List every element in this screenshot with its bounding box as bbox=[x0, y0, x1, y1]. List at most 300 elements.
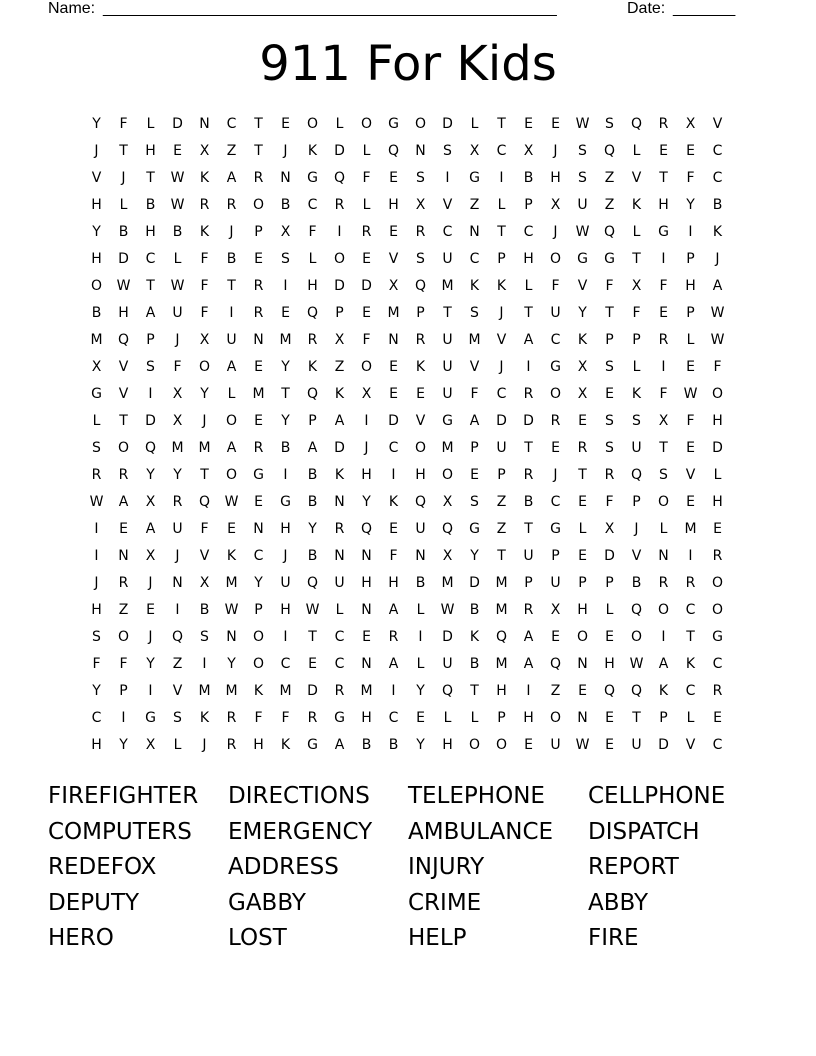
grid-letter: X bbox=[145, 737, 156, 753]
grid-letter: X bbox=[145, 548, 156, 564]
grid-letter: S bbox=[416, 251, 425, 267]
grid-letter: L bbox=[92, 413, 101, 429]
grid-letter: T bbox=[146, 170, 155, 186]
grid-letter: C bbox=[388, 440, 399, 456]
grid-letter: F bbox=[659, 386, 668, 402]
grid-letter: J bbox=[202, 737, 207, 753]
grid-letter: R bbox=[307, 332, 318, 348]
grid-letter: C bbox=[145, 251, 156, 267]
grid-letter: B bbox=[469, 656, 480, 672]
grid-letter: N bbox=[361, 656, 372, 672]
grid-letter: C bbox=[334, 656, 345, 672]
grid-letter: M bbox=[225, 683, 238, 699]
grid-letter: Q bbox=[144, 440, 157, 456]
grid-letter: A bbox=[307, 440, 318, 456]
grid-letter: E bbox=[605, 629, 614, 645]
grid-letter: Y bbox=[281, 359, 290, 375]
grid-letter: G bbox=[604, 251, 615, 267]
grid-letter: V bbox=[118, 359, 129, 375]
word-list-item: DEPUTY bbox=[48, 889, 140, 916]
grid-row bbox=[83, 570, 731, 597]
grid-row bbox=[83, 462, 731, 489]
grid-letter: X bbox=[658, 413, 669, 429]
grid-letter: J bbox=[94, 575, 99, 591]
word-list-item: ABBY bbox=[588, 889, 649, 916]
grid-letter: E bbox=[524, 737, 533, 753]
grid-letter: E bbox=[578, 683, 587, 699]
grid-letter: R bbox=[604, 467, 615, 483]
grid-letter: F bbox=[119, 116, 128, 132]
grid-letter: X bbox=[361, 386, 372, 402]
grid-letter: U bbox=[226, 332, 237, 348]
grid-letter: O bbox=[117, 629, 130, 645]
grid-letter: B bbox=[415, 575, 426, 591]
grid-letter: L bbox=[470, 116, 479, 132]
grid-letter: Z bbox=[118, 602, 129, 618]
grid-letter: M bbox=[468, 332, 481, 348]
grid-letter: K bbox=[469, 278, 480, 294]
grid-letter: M bbox=[360, 683, 373, 699]
grid-letter: Q bbox=[306, 575, 319, 591]
grid-letter: X bbox=[523, 143, 534, 159]
grid-letter: B bbox=[226, 251, 237, 267]
grid-letter: P bbox=[551, 548, 560, 564]
grid-letter: I bbox=[121, 710, 126, 726]
grid-letter: N bbox=[172, 575, 183, 591]
word-list-item: DIRECTIONS bbox=[228, 783, 370, 809]
grid-letter: V bbox=[496, 332, 507, 348]
grid-letter: O bbox=[414, 116, 427, 132]
grid-letter: E bbox=[173, 143, 182, 159]
grid-letter: V bbox=[631, 548, 642, 564]
grid-letter: V bbox=[712, 116, 723, 132]
grid-letter: S bbox=[443, 143, 452, 159]
grid-letter: F bbox=[632, 305, 641, 321]
grid-letter: T bbox=[497, 116, 506, 132]
grid-letter: M bbox=[684, 521, 697, 537]
grid-letter: R bbox=[91, 467, 102, 483]
grid-letter: Q bbox=[414, 494, 427, 510]
grid-letter: T bbox=[659, 170, 668, 186]
grid-letter: F bbox=[281, 710, 290, 726]
grid-letter: W bbox=[683, 386, 698, 402]
grid-letter: O bbox=[441, 467, 454, 483]
grid-letter: O bbox=[711, 575, 724, 591]
grid-letter: Q bbox=[306, 386, 319, 402]
grid-letter: S bbox=[416, 170, 425, 186]
grid-letter: A bbox=[118, 494, 129, 510]
grid-letter: P bbox=[335, 305, 344, 321]
grid-letter: X bbox=[550, 197, 561, 213]
grid-letter: B bbox=[469, 602, 480, 618]
grid-letter: C bbox=[280, 656, 291, 672]
grid-letter: E bbox=[470, 467, 479, 483]
grid-letter: N bbox=[388, 332, 399, 348]
grid-letter: M bbox=[225, 575, 238, 591]
grid-letter: T bbox=[632, 251, 641, 267]
grid-letter: I bbox=[661, 359, 666, 375]
grid-letter: B bbox=[523, 170, 534, 186]
grid-letter: B bbox=[361, 737, 372, 753]
grid-letter: I bbox=[148, 386, 153, 402]
word-list-item: FIREFIGHTER bbox=[48, 783, 199, 809]
grid-letter: E bbox=[551, 629, 560, 645]
grid-letter: Z bbox=[550, 683, 561, 699]
grid-letter: J bbox=[553, 143, 558, 159]
grid-letter: U bbox=[415, 521, 426, 537]
grid-letter: S bbox=[173, 710, 182, 726]
grid-letter: K bbox=[334, 467, 345, 483]
grid-letter: G bbox=[307, 170, 318, 186]
grid-letter: D bbox=[604, 548, 615, 564]
grid-letter: T bbox=[524, 305, 533, 321]
grid-letter: H bbox=[496, 683, 507, 699]
grid-letter: A bbox=[523, 629, 534, 645]
grid-letter: T bbox=[605, 305, 614, 321]
grid-letter: P bbox=[578, 575, 587, 591]
grid-letter: H bbox=[388, 197, 399, 213]
grid-letter: L bbox=[659, 521, 668, 537]
grid-letter: Q bbox=[603, 683, 616, 699]
grid-letter: M bbox=[198, 683, 211, 699]
grid-letter: Y bbox=[686, 197, 695, 213]
grid-letter: K bbox=[307, 359, 318, 375]
grid-letter: H bbox=[91, 251, 102, 267]
grid-letter: U bbox=[442, 251, 453, 267]
grid-letter: Z bbox=[334, 359, 345, 375]
grid-letter: B bbox=[118, 224, 129, 240]
grid-letter: F bbox=[470, 386, 479, 402]
grid-letter: N bbox=[253, 521, 264, 537]
grid-letter: X bbox=[172, 386, 183, 402]
word-list-item: INJURY bbox=[408, 854, 485, 880]
grid-letter: W bbox=[89, 494, 104, 510]
grid-letter: H bbox=[658, 197, 669, 213]
grid-letter: F bbox=[686, 413, 695, 429]
word-list bbox=[48, 779, 768, 957]
grid-letter: W bbox=[224, 602, 239, 618]
grid-letter: Y bbox=[173, 467, 182, 483]
grid-letter: H bbox=[361, 710, 372, 726]
grid-letter: Z bbox=[496, 521, 507, 537]
grid-letter: O bbox=[549, 710, 562, 726]
grid-letter: G bbox=[469, 521, 480, 537]
grid-letter: E bbox=[659, 143, 668, 159]
grid-letter: H bbox=[712, 494, 723, 510]
grid-letter: Z bbox=[226, 143, 237, 159]
grid-letter: V bbox=[685, 737, 696, 753]
grid-letter: K bbox=[712, 224, 723, 240]
grid-letter: H bbox=[604, 656, 615, 672]
grid-letter: W bbox=[575, 737, 590, 753]
grid-letter: H bbox=[523, 251, 534, 267]
grid-letter: C bbox=[253, 548, 264, 564]
grid-letter: K bbox=[199, 224, 210, 240]
grid-letter: F bbox=[362, 170, 371, 186]
grid-letter: P bbox=[119, 683, 128, 699]
grid-letter: E bbox=[254, 359, 263, 375]
grid-letter: R bbox=[712, 683, 723, 699]
grid-letter: E bbox=[416, 710, 425, 726]
grid-letter: A bbox=[523, 332, 534, 348]
grid-letter: L bbox=[686, 332, 695, 348]
grid-letter: E bbox=[686, 440, 695, 456]
grid-letter: F bbox=[92, 656, 101, 672]
grid-letter: O bbox=[495, 737, 508, 753]
grid-letter: W bbox=[575, 116, 590, 132]
grid-letter: V bbox=[685, 467, 696, 483]
grid-letter: E bbox=[578, 548, 587, 564]
grid-letter: Y bbox=[200, 386, 209, 402]
grid-letter: N bbox=[577, 656, 588, 672]
grid-letter: P bbox=[497, 251, 506, 267]
word-list-item: TELEPHONE bbox=[408, 783, 545, 809]
grid-letter: F bbox=[389, 548, 398, 564]
grid-letter: H bbox=[550, 170, 561, 186]
grid-letter: I bbox=[364, 413, 369, 429]
grid-letter: X bbox=[145, 494, 156, 510]
grid-letter: T bbox=[524, 521, 533, 537]
grid-letter: I bbox=[688, 548, 693, 564]
grid-letter: E bbox=[551, 116, 560, 132]
grid-letter: N bbox=[469, 224, 480, 240]
grid-letter: S bbox=[470, 305, 479, 321]
grid-letter: F bbox=[200, 251, 209, 267]
grid-letter: O bbox=[549, 386, 562, 402]
grid-letter: G bbox=[280, 494, 291, 510]
grid-letter: D bbox=[442, 629, 453, 645]
grid-letter: H bbox=[712, 413, 723, 429]
grid-letter: R bbox=[523, 467, 534, 483]
grid-letter: N bbox=[334, 548, 345, 564]
grid-letter: Y bbox=[227, 656, 236, 672]
grid-letter: C bbox=[442, 224, 453, 240]
grid-letter: E bbox=[227, 521, 236, 537]
grid-row bbox=[83, 273, 731, 300]
grid-letter: X bbox=[550, 602, 561, 618]
grid-letter: S bbox=[146, 359, 155, 375]
grid-letter: I bbox=[148, 683, 153, 699]
grid-letter: B bbox=[388, 737, 399, 753]
grid-letter: M bbox=[198, 440, 211, 456]
grid-letter: G bbox=[442, 413, 453, 429]
grid-letter: Y bbox=[578, 305, 587, 321]
grid-letter: O bbox=[117, 440, 130, 456]
grid-letter: U bbox=[442, 332, 453, 348]
grid-letter: H bbox=[280, 602, 291, 618]
grid-letter: R bbox=[334, 197, 345, 213]
grid-row bbox=[83, 705, 731, 732]
grid-letter: P bbox=[524, 575, 533, 591]
grid-letter: J bbox=[553, 467, 558, 483]
grid-letter: R bbox=[712, 548, 723, 564]
grid-letter: R bbox=[415, 332, 426, 348]
grid-letter: E bbox=[578, 494, 587, 510]
grid-letter: G bbox=[550, 521, 561, 537]
grid-letter: C bbox=[388, 710, 399, 726]
grid-letter: B bbox=[523, 494, 534, 510]
grid-letter: K bbox=[280, 737, 291, 753]
grid-letter: G bbox=[91, 386, 102, 402]
grid-letter: N bbox=[415, 548, 426, 564]
grid-letter: P bbox=[605, 575, 614, 591]
grid-letter: P bbox=[146, 332, 155, 348]
grid-letter: I bbox=[661, 629, 666, 645]
grid-letter: S bbox=[632, 413, 641, 429]
grid-letter: N bbox=[658, 548, 669, 564]
grid-letter: Q bbox=[603, 224, 616, 240]
grid-letter: Y bbox=[92, 116, 101, 132]
grid-letter: R bbox=[361, 224, 372, 240]
grid-letter: N bbox=[280, 170, 291, 186]
header-line bbox=[48, 0, 748, 18]
grid-letter: P bbox=[686, 305, 695, 321]
grid-letter: W bbox=[710, 305, 725, 321]
grid-letter: U bbox=[523, 548, 534, 564]
word-list-item: DISPATCH bbox=[588, 818, 700, 845]
grid-row bbox=[83, 732, 731, 759]
grid-row bbox=[83, 516, 731, 543]
grid-letter: O bbox=[306, 116, 319, 132]
grid-letter: K bbox=[226, 548, 237, 564]
grid-letter: P bbox=[686, 251, 695, 267]
grid-letter: B bbox=[280, 440, 291, 456]
grid-letter: C bbox=[496, 143, 507, 159]
grid-letter: N bbox=[577, 710, 588, 726]
grid-letter: R bbox=[253, 305, 264, 321]
grid-letter: W bbox=[170, 170, 185, 186]
grid-letter: Q bbox=[306, 305, 319, 321]
grid-letter: U bbox=[496, 440, 507, 456]
grid-letter: X bbox=[415, 197, 426, 213]
grid-letter: M bbox=[495, 575, 508, 591]
grid-letter: S bbox=[92, 629, 101, 645]
grid-row bbox=[83, 300, 731, 327]
grid-letter: A bbox=[145, 521, 156, 537]
grid-letter: K bbox=[253, 683, 264, 699]
grid-letter: R bbox=[253, 440, 264, 456]
grid-letter: C bbox=[226, 116, 237, 132]
word-list-item: CELLPHONE bbox=[588, 783, 726, 809]
grid-letter: L bbox=[308, 251, 317, 267]
grid-letter: C bbox=[469, 251, 480, 267]
grid-letter: Q bbox=[441, 683, 454, 699]
word-list-item: CRIME bbox=[408, 889, 482, 916]
grid-letter: Y bbox=[92, 683, 101, 699]
grid-row bbox=[83, 219, 731, 246]
grid-letter: J bbox=[202, 413, 207, 429]
grid-letter: R bbox=[226, 197, 237, 213]
grid-letter: L bbox=[524, 278, 533, 294]
grid-letter: C bbox=[307, 197, 318, 213]
grid-letter: J bbox=[121, 170, 126, 186]
grid-letter: H bbox=[280, 521, 291, 537]
grid-letter: O bbox=[360, 116, 373, 132]
grid-letter: X bbox=[604, 521, 615, 537]
grid-letter: C bbox=[685, 683, 696, 699]
grid-letter: X bbox=[631, 278, 642, 294]
grid-letter: K bbox=[631, 386, 642, 402]
grid-letter: P bbox=[632, 332, 641, 348]
grid-letter: L bbox=[173, 737, 182, 753]
grid-letter: J bbox=[148, 575, 153, 591]
grid-letter: T bbox=[254, 143, 263, 159]
grid-letter: N bbox=[118, 548, 129, 564]
grid-letter: U bbox=[631, 440, 642, 456]
grid-letter: R bbox=[307, 710, 318, 726]
grid-letter: Q bbox=[630, 683, 643, 699]
grid-letter: O bbox=[252, 197, 265, 213]
grid-letter: O bbox=[711, 386, 724, 402]
grid-letter: I bbox=[337, 224, 342, 240]
grid-letter: G bbox=[469, 170, 480, 186]
grid-letter: B bbox=[307, 494, 318, 510]
grid-letter: A bbox=[226, 359, 237, 375]
grid-letter: G bbox=[577, 251, 588, 267]
grid-letter: E bbox=[362, 251, 371, 267]
grid-letter: N bbox=[226, 629, 237, 645]
grid-letter: B bbox=[145, 197, 156, 213]
grid-letter: Z bbox=[172, 656, 183, 672]
grid-letter: G bbox=[712, 629, 723, 645]
grid-letter: P bbox=[254, 224, 263, 240]
grid-letter: X bbox=[199, 575, 210, 591]
grid-letter: W bbox=[170, 197, 185, 213]
grid-letter: Q bbox=[360, 521, 373, 537]
grid-letter: L bbox=[632, 143, 641, 159]
grid-letter: B bbox=[91, 305, 102, 321]
grid-letter: I bbox=[661, 251, 666, 267]
grid-letter: Y bbox=[362, 494, 371, 510]
grid-letter: P bbox=[524, 197, 533, 213]
grid-letter: T bbox=[146, 278, 155, 294]
grid-letter: G bbox=[658, 224, 669, 240]
grid-letter: L bbox=[632, 359, 641, 375]
grid-letter: X bbox=[91, 359, 102, 375]
grid-letter: S bbox=[605, 413, 614, 429]
grid-letter: E bbox=[254, 494, 263, 510]
grid-letter: U bbox=[550, 737, 561, 753]
grid-letter: B bbox=[280, 197, 291, 213]
grid-letter: E bbox=[254, 251, 263, 267]
grid-letter: P bbox=[605, 332, 614, 348]
grid-letter: J bbox=[715, 251, 720, 267]
grid-letter: D bbox=[388, 413, 399, 429]
grid-letter: L bbox=[497, 197, 506, 213]
grid-letter: K bbox=[469, 629, 480, 645]
grid-letter: L bbox=[119, 197, 128, 213]
grid-letter: S bbox=[605, 440, 614, 456]
grid-letter: F bbox=[173, 359, 182, 375]
grid-letter: P bbox=[254, 602, 263, 618]
word-list-item: ADDRESS bbox=[228, 854, 339, 880]
grid-letter: C bbox=[712, 170, 723, 186]
grid-letter: K bbox=[658, 683, 669, 699]
grid-letter: B bbox=[307, 548, 318, 564]
grid-letter: R bbox=[685, 575, 696, 591]
grid-letter: U bbox=[550, 575, 561, 591]
grid-letter: W bbox=[440, 602, 455, 618]
grid-letter: U bbox=[280, 575, 291, 591]
grid-letter: X bbox=[685, 116, 696, 132]
grid-letter: X bbox=[577, 386, 588, 402]
grid-letter: O bbox=[252, 656, 265, 672]
grid-letter: E bbox=[578, 413, 587, 429]
grid-row bbox=[83, 597, 731, 624]
grid-letter: R bbox=[523, 386, 534, 402]
grid-letter: T bbox=[308, 629, 317, 645]
grid-letter: V bbox=[469, 359, 480, 375]
